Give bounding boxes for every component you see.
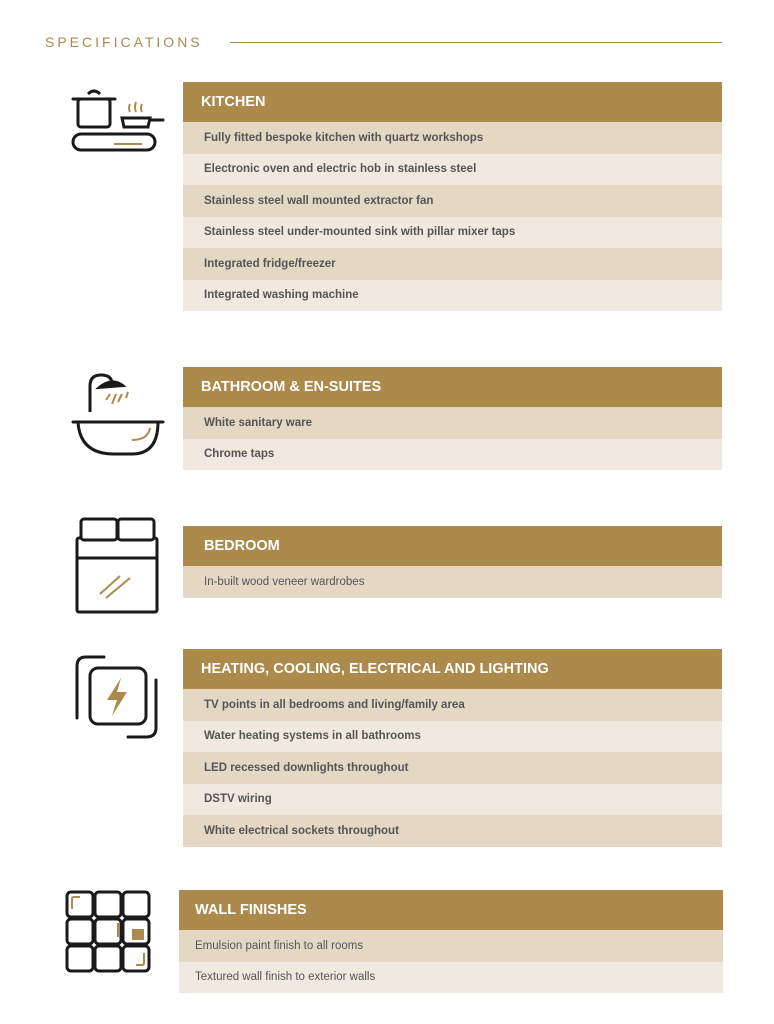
section-title: BATHROOM & EN-SUITES xyxy=(183,367,722,407)
section-heating-electrical xyxy=(183,649,722,847)
list-item: TV points in all bedrooms and living/family area xyxy=(183,689,722,721)
list-item: DSTV wiring xyxy=(183,784,722,816)
list-item: Electronic oven and electric hob in stainless steel xyxy=(183,154,722,186)
page-heading: SPECIFICATIONS xyxy=(45,34,203,50)
list-item: Water heating systems in all bathrooms xyxy=(183,721,722,753)
cooking-pot-and-pan-icon xyxy=(70,86,166,156)
section-title: BEDROOM xyxy=(183,526,722,566)
list-item: White sanitary ware xyxy=(183,407,722,439)
list-item: In-built wood veneer wardrobes xyxy=(183,566,722,598)
lightning-bolt-icon xyxy=(74,654,162,742)
section-title: KITCHEN xyxy=(183,82,722,122)
list-item: LED recessed downlights throughout xyxy=(183,752,722,784)
bathtub-shower-icon xyxy=(70,370,166,460)
list-item: Textured wall finish to exterior walls xyxy=(179,962,723,994)
list-item: Integrated washing machine xyxy=(183,280,722,312)
bed-icon xyxy=(74,516,162,616)
list-item: Stainless steel wall mounted extractor fan xyxy=(183,185,722,217)
heading-divider xyxy=(230,42,722,43)
section-wall-finishes xyxy=(179,890,723,993)
section-bedroom xyxy=(183,526,722,598)
list-item: Stainless steel under-mounted sink with pillar mixer taps xyxy=(183,217,722,249)
section-title: HEATING, COOLING, ELECTRICAL AND LIGHTING xyxy=(183,649,722,689)
list-item: Emulsion paint finish to all rooms xyxy=(179,930,723,962)
list-item: Fully fitted bespoke kitchen with quartz workshops xyxy=(183,122,722,154)
list-item: Chrome taps xyxy=(183,439,722,471)
section-title: WALL FINISHES xyxy=(179,890,723,930)
wall-tiles-icon xyxy=(64,889,152,975)
list-item: White electrical sockets throughout xyxy=(183,815,722,847)
section-bathroom xyxy=(183,367,722,470)
section-kitchen xyxy=(183,82,722,311)
list-item: Integrated fridge/freezer xyxy=(183,248,722,280)
